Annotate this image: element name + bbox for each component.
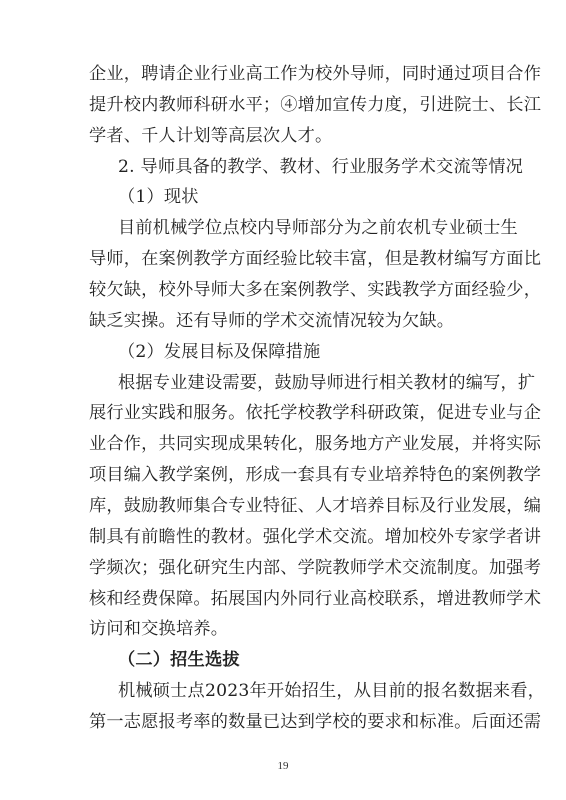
body-text-line: 根据专业建设需要，鼓励导师进行相关教材的编写，扩 xyxy=(118,373,536,393)
section-heading: （二）招生选拔 xyxy=(118,650,240,670)
body-text-line: 导师，在案例教学方面经验比较丰富，但是教材编写方面比 xyxy=(89,249,542,269)
subsection-heading: （1）现状 xyxy=(118,187,199,207)
body-text-line: 学频次；强化研究生内部、学院教师学术交流制度。加强考 xyxy=(89,558,542,578)
body-text-line: 制具有前瞻性的教材。强化学术交流。增加校外专家学者讲 xyxy=(89,527,542,547)
page-number: 19 xyxy=(277,760,289,772)
body-text-line: 目前机械学位点校内导师部分为之前农机专业硕士生 xyxy=(118,218,518,238)
body-text-line: 项目编入教学案例，形成一套具有专业培养特色的案例教学 xyxy=(89,465,542,485)
body-text-line: 业合作，共同实现成果转化，服务地方产业发展，并将实际 xyxy=(89,434,542,454)
body-text-line: 较欠缺，校外导师大多在案例教学、实践教学方面经验少， xyxy=(89,280,542,300)
section-heading: 2. 导师具备的教学、教材、行业服务学术交流等情况 xyxy=(118,157,523,177)
body-text-line: 展行业实践和服务。依托学校教学科研政策，促进专业与企 xyxy=(89,403,542,423)
body-text-line: 库，鼓励教师集合专业特征、人才培养目标及行业发展，编 xyxy=(89,496,542,516)
body-text-line: 学者、千人计划等高层次人才。 xyxy=(89,126,333,146)
body-text-line: 访问和交换培养。 xyxy=(89,619,229,639)
body-text-line: 机械硕士点2023年开始招生，从目前的报名数据来看， xyxy=(118,681,546,701)
body-text-line: 企业，聘请企业行业高工作为校外导师，同时通过项目合作 xyxy=(89,64,542,84)
body-text-line: 核和经费保障。拓展国内外同行业高校联系，增进教师学术 xyxy=(89,589,542,609)
body-text-line: 缺乏实操。还有导师的学术交流情况较为欠缺。 xyxy=(89,311,455,331)
subsection-heading: （2）发展目标及保障措施 xyxy=(118,342,321,362)
body-text-line: 提升校内教师科研水平；④增加宣传力度，引进院士、长江 xyxy=(89,95,542,115)
body-text-line: 第一志愿报考率的数量已达到学校的要求和标准。后面还需 xyxy=(89,712,542,732)
